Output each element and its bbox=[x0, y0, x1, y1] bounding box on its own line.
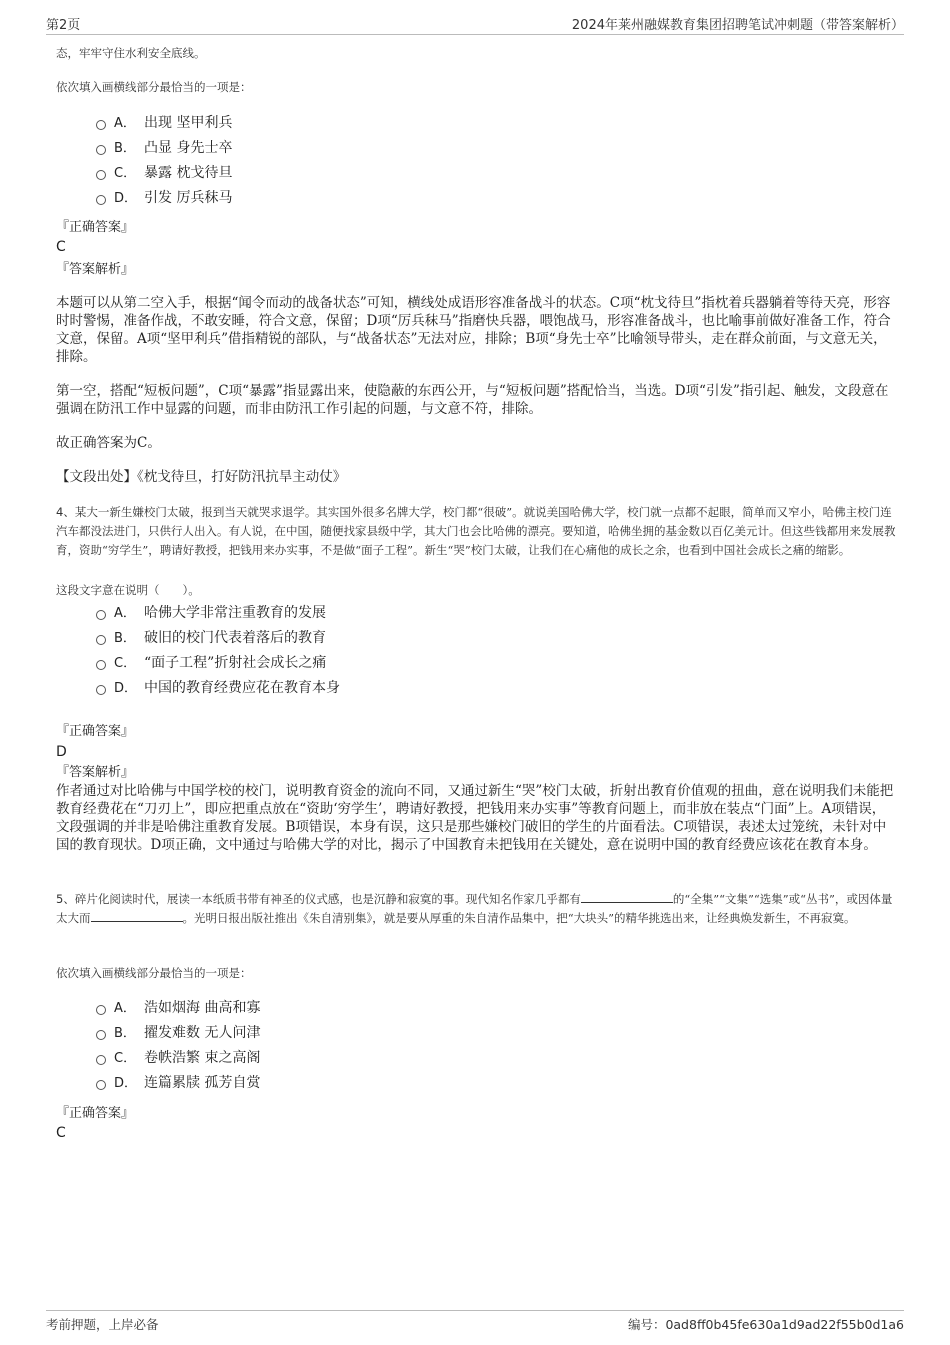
q3-answer-label: 『正确答案』 bbox=[56, 220, 135, 235]
radio-icon[interactable] bbox=[96, 170, 106, 180]
radio-icon[interactable] bbox=[96, 1030, 106, 1040]
q5-option-c[interactable]: C． 卷帙浩繁 束之高阁 bbox=[96, 1046, 260, 1071]
q4-analysis: 作者通过对比哈佛与中国学校的校门，说明教育资金的流向不同，又通过新生“哭”校门太破，折射出教育价值观的扭曲，意在说明我们未能把教育经费花在“刀刃上”，即应把重点放在“资助‘穷学生’，聘请好教授，把钱用来办实事”等教育问题上，而非放在装点“门面”上。A项错误，文段强调的并非是哈佛注重教育发展。B项错误，本身有误，这只是那些嫌校门破旧的学生的片面看法。C项错误，表述太过笼统，未针对中国的教育现状。D项正确，文中通过与哈佛大学的对比，揭示了中国教育未把钱用在关键处，意在说明中国的教育经费应该花在教育本身。 bbox=[56, 783, 894, 853]
page-number: 第2页 bbox=[46, 18, 81, 33]
radio-icon[interactable] bbox=[96, 1005, 106, 1015]
q5-stem: 5、碎片化阅读时代，展读一本纸质书带有神圣的仪式感，也是沉静和寂寞的事。现代知名作家几乎都有 的“全集”“文集”“选集”或“丛书”，或因体量太大而 。光明日报出版社推出《朱自清别集》，就是要从厚重的朱自清作品集中，把“大块头”的精华挑选出来，让经典焕发新生，不再寂寞。 bbox=[56, 892, 893, 925]
q5-answer: C bbox=[56, 1125, 66, 1141]
q3-analysis-label: 『答案解析』 bbox=[56, 262, 135, 277]
q3-analysis-p3: 故正确答案为C。 bbox=[56, 435, 161, 451]
radio-icon[interactable] bbox=[96, 120, 106, 130]
radio-icon[interactable] bbox=[96, 1055, 106, 1065]
radio-icon[interactable] bbox=[96, 1080, 106, 1090]
footer-slogan: 考前押题，上岸必备 bbox=[46, 1317, 159, 1332]
q4-options bbox=[96, 601, 340, 701]
page-header bbox=[46, 14, 904, 35]
q4-option-a[interactable]: A． 哈佛大学非常注重教育的发展 bbox=[96, 601, 340, 626]
q4-answer-label: 『正确答案』 bbox=[56, 724, 135, 739]
radio-icon[interactable] bbox=[96, 145, 106, 155]
q3-options bbox=[96, 111, 232, 211]
q4-option-c[interactable]: C． “面子工程”折射社会成长之痛 bbox=[96, 651, 340, 676]
q3-option-b[interactable]: B． 凸显 身先士卒 bbox=[96, 136, 232, 161]
q4-option-d[interactable]: D． 中国的教育经费应花在教育本身 bbox=[96, 676, 340, 701]
q4-question: 这段文字意在说明（ ）。 bbox=[56, 583, 200, 597]
q4-stem: 4、某大一新生嫌校门太破，报到当天就哭求退学。其实国外很多名牌大学，校门都“很破”。就说美国哈佛大学，校门就一点都不起眼，简单而又窄小，哈佛主校门连汽车都没法进门，只供行人出入。有人说，在中国，随便找家县级中学，其大门也会比哈佛的漂亮。要知道，哈佛坐拥的基金数以百亿美元计。但这些钱都用来发展教育，资助“穷学生”，聘请好教授，把钱用来办实事，不是做“面子工程”。新生“哭”校门太破，让我们在心痛他的成长之余，也看到中国社会成长之痛的缩影。 bbox=[56, 505, 896, 557]
q4-analysis-label: 『答案解析』 bbox=[56, 765, 135, 780]
q4-option-b[interactable]: B． 破旧的校门代表着落后的教育 bbox=[96, 626, 340, 651]
q4-answer: D bbox=[56, 744, 67, 760]
q5-options bbox=[96, 996, 260, 1096]
q5-option-a[interactable]: A． 浩如烟海 曲高和寡 bbox=[96, 996, 260, 1021]
q5-option-d[interactable]: D． 连篇累牍 孤芳自赏 bbox=[96, 1071, 260, 1096]
q3-instruction: 依次填入画横线部分最恰当的一项是： bbox=[56, 80, 252, 94]
q3-option-d[interactable]: D． 引发 厉兵秣马 bbox=[96, 186, 232, 211]
radio-icon[interactable] bbox=[96, 195, 106, 205]
q5-option-b[interactable]: B． 擢发难数 无人问津 bbox=[96, 1021, 260, 1046]
radio-icon[interactable] bbox=[96, 660, 106, 670]
q3-option-c[interactable]: C． 暴露 枕戈待旦 bbox=[96, 161, 232, 186]
q3-answer: C bbox=[56, 239, 66, 255]
q3-option-a[interactable]: A． 出现 坚甲利兵 bbox=[96, 111, 232, 136]
q5-answer-label: 『正确答案』 bbox=[56, 1106, 135, 1121]
blank-line bbox=[581, 890, 673, 903]
q5-instruction: 依次填入画横线部分最恰当的一项是： bbox=[56, 966, 252, 980]
q3-analysis-p1: 本题可以从第二空入手，根据“闻令而动的战备状态”可知，横线处成语形容准备战斗的状态。C项“枕戈待旦”指枕着兵器躺着等待天亮，形容时时警惕，准备作战，不敢安睡，符合文意，保留；D项“厉兵秣马”指磨快兵器，喂饱战马，形容准备战斗，也比喻事前做好准备工作，符合文意，保留。A项“坚甲利兵”借指精锐的部队，与“战备状态”无法对应，排除；B项“身先士卒”比喻领导带头，走在群众前面，与文意无关，排除。 bbox=[56, 295, 891, 365]
document-title: 2024年莱州融媒教育集团招聘笔试冲刺题（带答案解析） bbox=[571, 18, 904, 33]
radio-icon[interactable] bbox=[96, 635, 106, 645]
footer-code: 编号：0ad8ff0b45fe630a1d9ad22f55b0d1a6 bbox=[627, 1317, 904, 1332]
blank-line bbox=[91, 909, 183, 922]
radio-icon[interactable] bbox=[96, 685, 106, 695]
page-footer bbox=[46, 1310, 904, 1333]
q3-analysis-p2: 第一空，搭配“短板问题”，C项“暴露”指显露出来，使隐蔽的东西公开，与“短板问题”搭配恰当，当选。D项“引发”指引起、触发，文段意在强调在防汛工作中显露的问题，而非由防汛工作引起的问题，与文意不符，排除。 bbox=[56, 383, 889, 417]
radio-icon[interactable] bbox=[96, 610, 106, 620]
q3-stem-tail: 态，牢牢守住水利安全底线。 bbox=[56, 46, 206, 60]
q3-source: 【文段出处】《枕戈待旦，打好防汛抗旱主动仗》 bbox=[56, 469, 347, 485]
